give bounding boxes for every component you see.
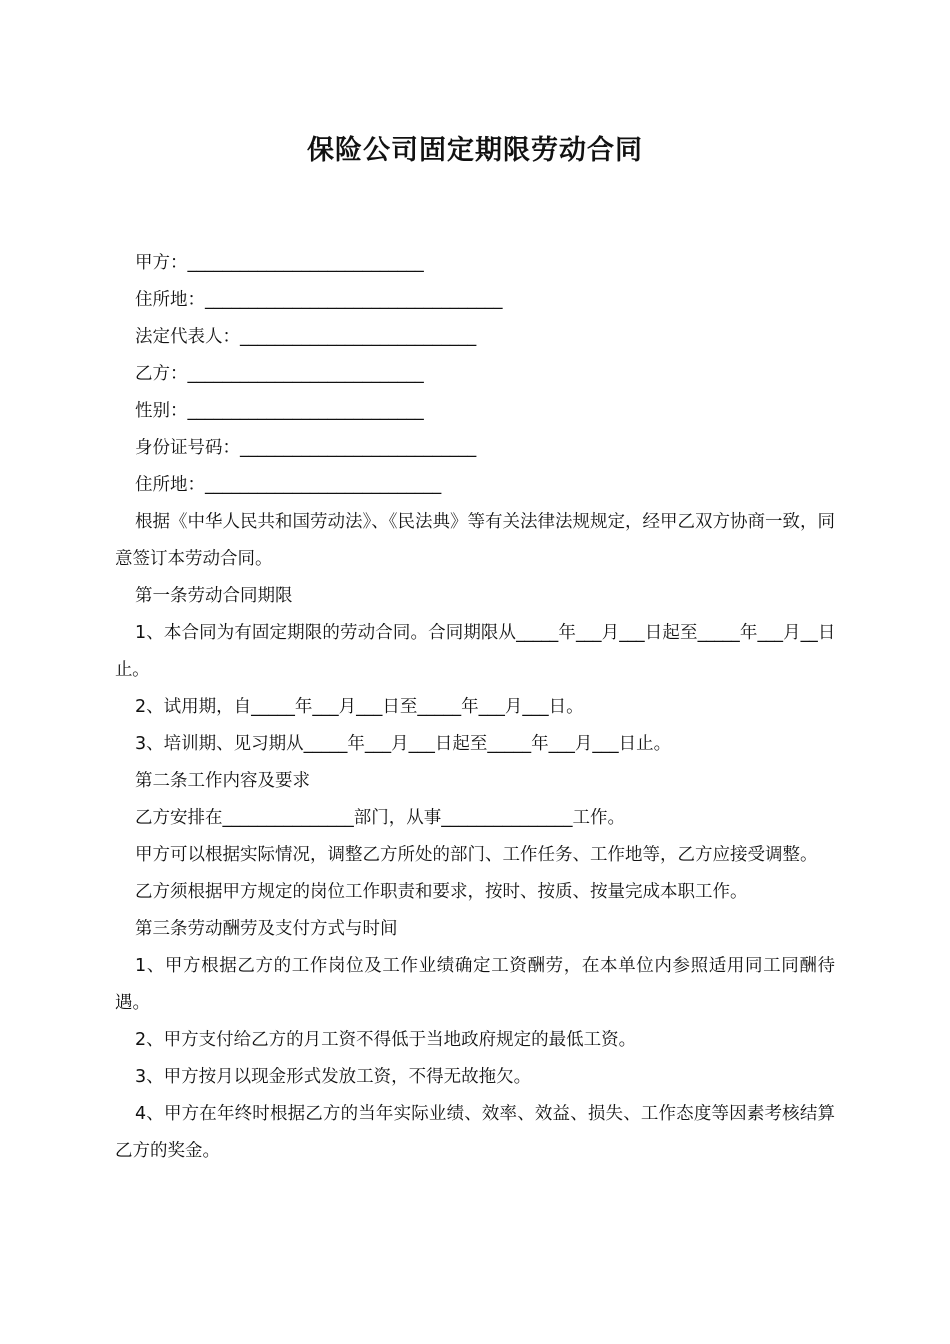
article-3-clause-4: 4、甲方在年终时根据乙方的当年实际业绩、效率、效益、损失、工作态度等因素考核结算乙方的奖金。	[115, 1104, 835, 1161]
article-3-clause-1: 1、甲方根据乙方的工作岗位及工作业绩确定工资酬劳，在本单位内参照适用同工同酬待遇。	[115, 956, 835, 1013]
party-b-address-line: 住所地：___________________________	[135, 475, 442, 495]
gender-line: 性别：___________________________	[135, 401, 424, 421]
preamble-paragraph: 根据《中华人民共和国劳动法》、《民法典》等有关法律法规规定，经甲乙双方协商一致，同意签订本劳动合同。	[115, 512, 835, 569]
legal-representative-line: 法定代表人：___________________________	[135, 327, 477, 347]
document-body	[115, 245, 835, 1170]
article-1-clause-2: 2、试用期，自_____年___月___日至_____年___月___日。	[135, 697, 584, 717]
document-title: 保险公司固定期限劳动合同	[307, 135, 643, 166]
article-1-clause-3: 3、培训期、见习期从_____年___月___日起至_____年___月___日止。	[135, 734, 672, 754]
article-3-heading: 第三条劳动酬劳及支付方式与时间	[135, 919, 398, 939]
party-a-line: 甲方：___________________________	[135, 253, 424, 273]
article-3-clause-3: 3、甲方按月以现金形式发放工资，不得无故拖欠。	[135, 1067, 532, 1087]
article-1-heading: 第一条劳动合同期限	[135, 586, 293, 606]
article-2-duty-paragraph: 乙方须根据甲方规定的岗位工作职责和要求，按时、按质、按量完成本职工作。	[135, 882, 748, 902]
article-3-clause-2: 2、甲方支付给乙方的月工资不得低于当地政府规定的最低工资。	[135, 1030, 637, 1050]
party-b-line: 乙方：___________________________	[135, 364, 424, 384]
id-number-line: 身份证号码：___________________________	[135, 438, 477, 458]
article-2-heading: 第二条工作内容及要求	[135, 771, 310, 791]
article-2-department-line: 乙方安排在_______________部门，从事_______________工作。	[135, 808, 625, 828]
article-1-clause-1: 1、本合同为有固定期限的劳动合同。合同期限从_____年___月___日起至_____年___月__日止。	[115, 623, 835, 680]
article-2-adjustment-paragraph: 甲方可以根据实际情况，调整乙方所处的部门、工作任务、工作地等，乙方应接受调整。	[135, 845, 818, 865]
party-a-address-line: 住所地：__________________________________	[135, 290, 503, 310]
